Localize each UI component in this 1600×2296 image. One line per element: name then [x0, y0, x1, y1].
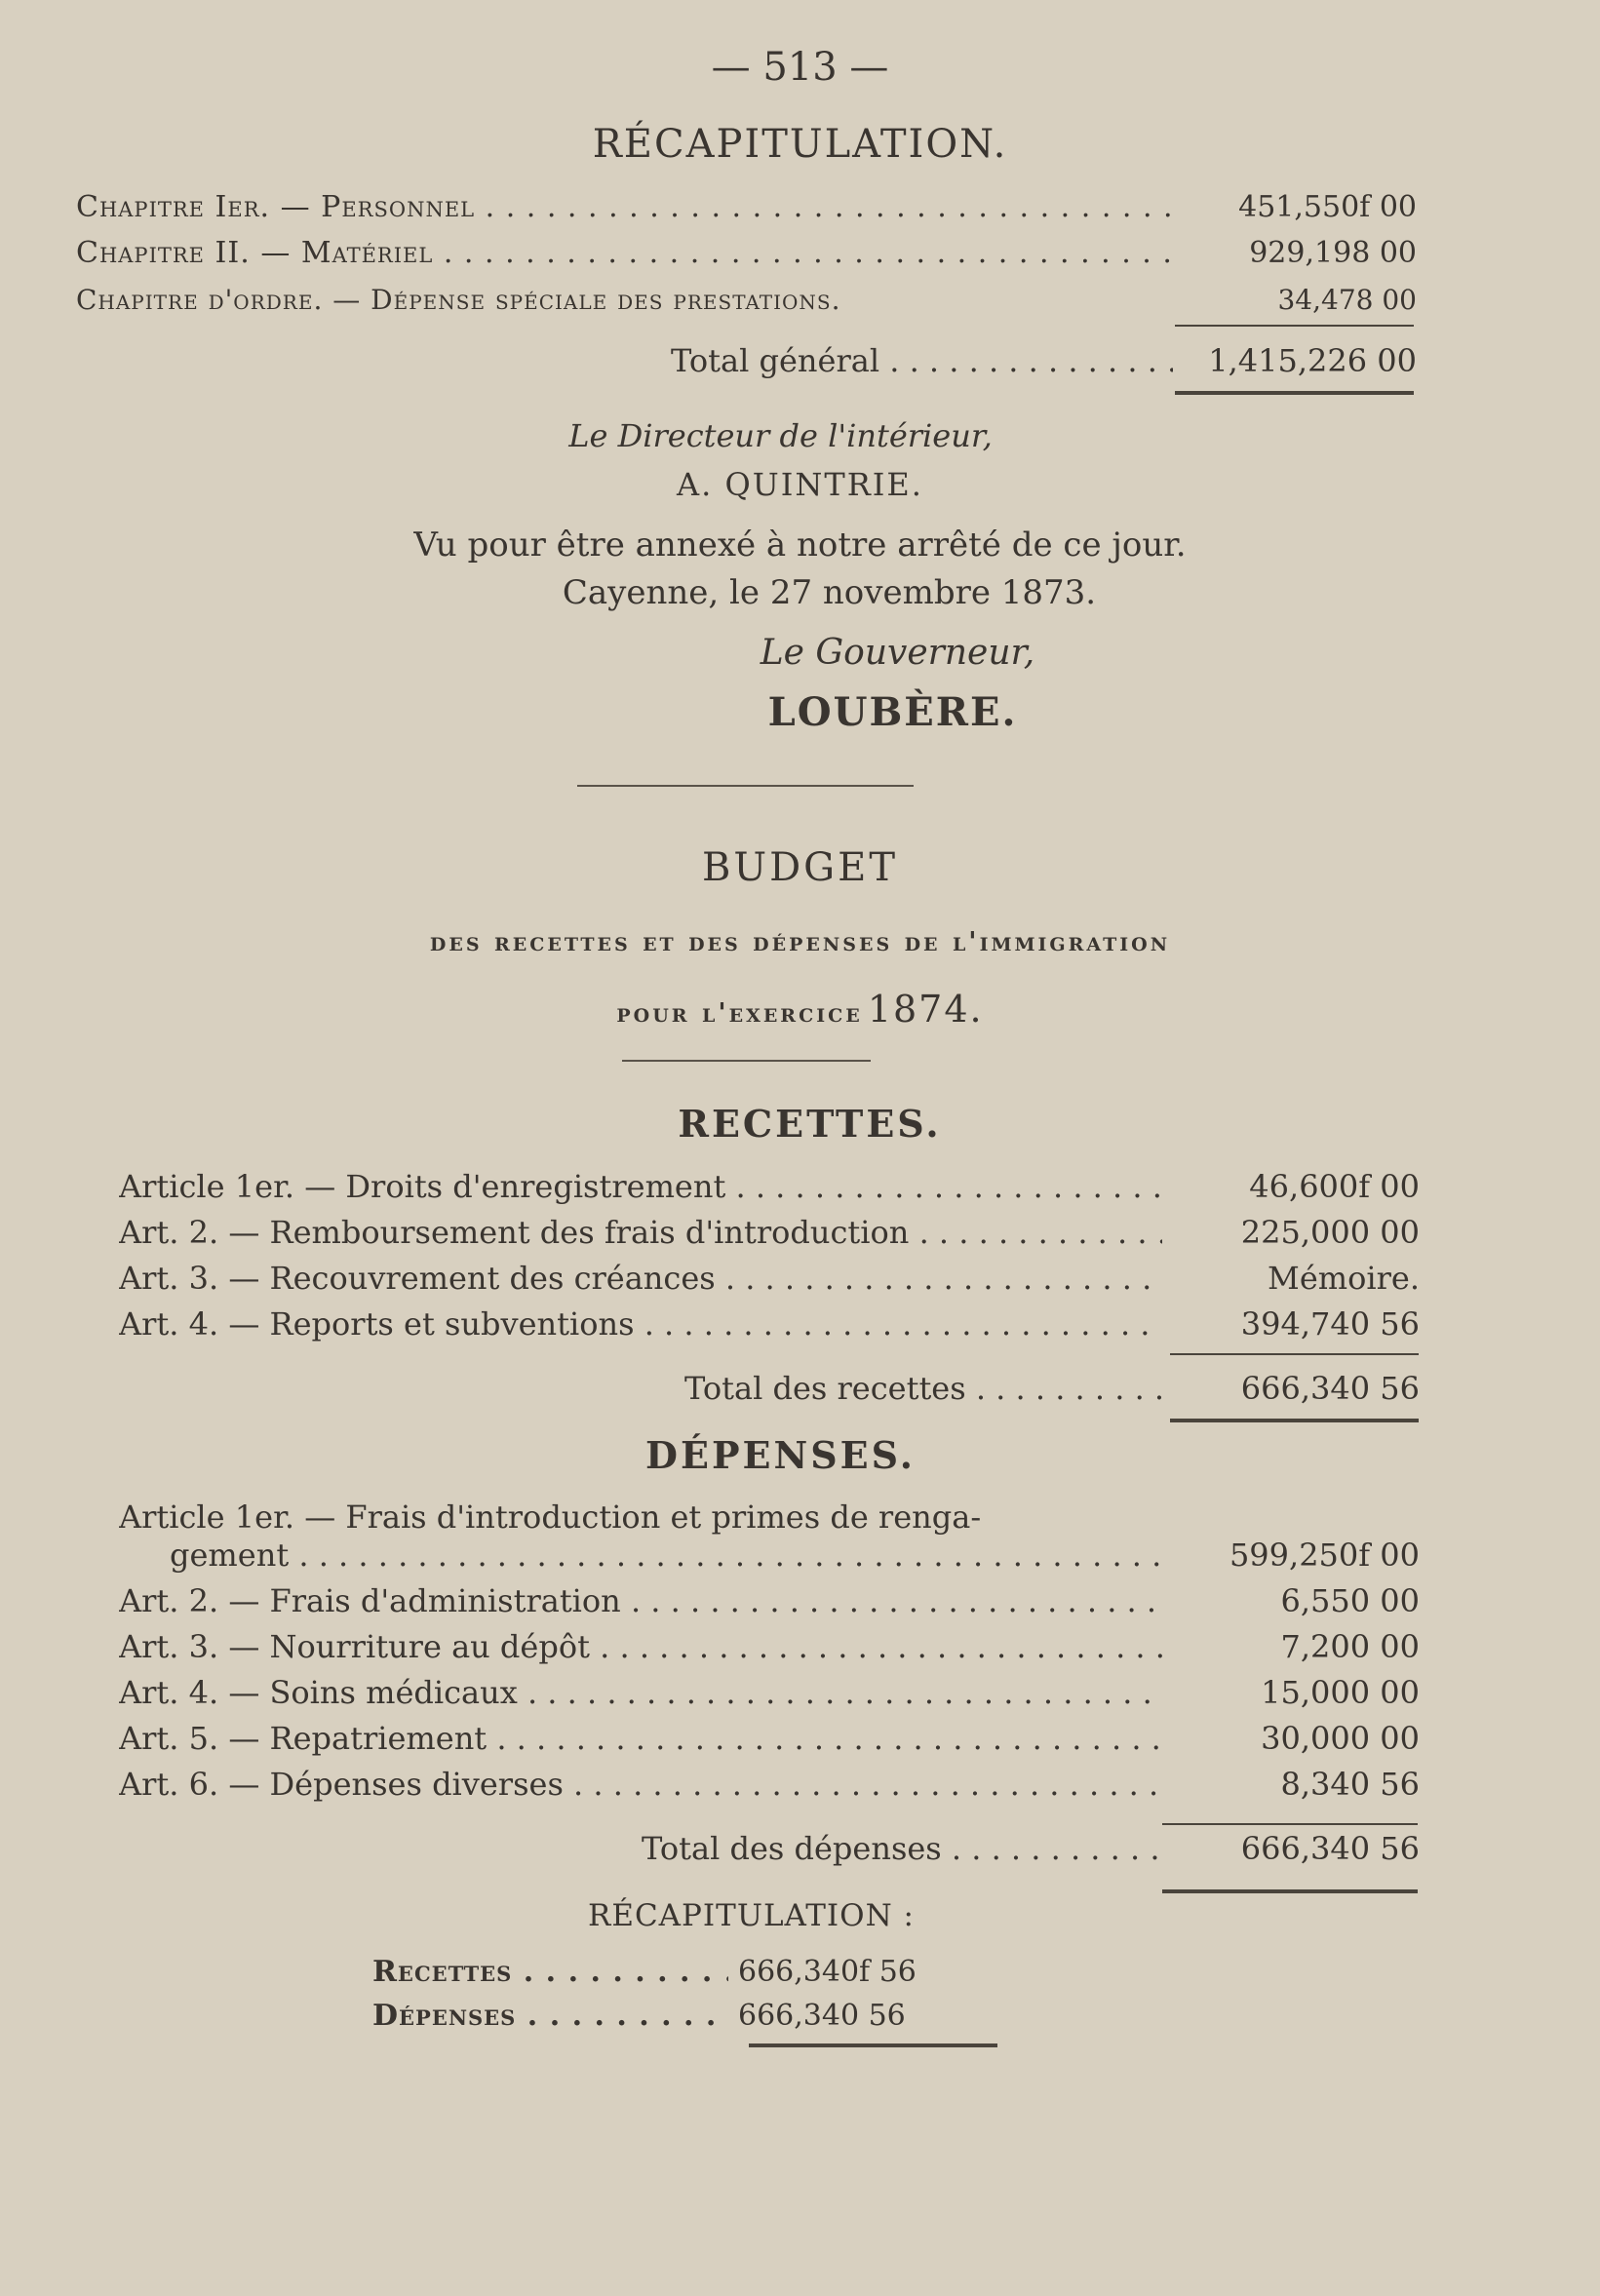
recettes-sum-rule: [1170, 1353, 1419, 1355]
depenses-row-label: Art. 2. — Frais d'administration . . .: [119, 1578, 1162, 1623]
depenses-title: DÉPENSES.: [645, 1433, 916, 1477]
depenses-sum-rule: [1162, 1823, 1418, 1825]
recettes-row-amount: Mémoire.: [1268, 1260, 1420, 1297]
recettes-row-label: Article 1er. — Droits d'enregistrement . . .: [119, 1164, 1162, 1209]
recap2-row: [372, 1950, 996, 1995]
depenses-row-amount: 15,000 00: [1261, 1674, 1420, 1711]
section-divider: [577, 785, 914, 787]
depenses-row: [119, 1670, 1420, 1715]
budget-year: 1874.: [867, 988, 984, 1031]
depenses-row-label: Art. 4. — Soins médicaux . . .: [119, 1670, 1162, 1715]
recettes-row: [119, 1302, 1420, 1346]
depenses-row: [119, 1578, 1420, 1623]
recap1-row-amount: 451,550f 00: [1238, 190, 1417, 224]
recettes-row-amount: 394,740 56: [1240, 1305, 1420, 1343]
depenses-row-amount: 8,340 56: [1280, 1766, 1420, 1803]
recap1-title: RÉCAPITULATION.: [592, 122, 1008, 167]
recap2-row-amount: 666,340f 56: [738, 1955, 917, 1989]
recettes-row: [119, 1164, 1420, 1209]
governor-title: Le Gouverneur,: [760, 633, 1035, 673]
depenses-row-label: Art. 6. — Dépenses diverses . . .: [119, 1762, 1162, 1807]
depenses-total-amount: 666,340 56: [1240, 1830, 1420, 1867]
recap1-total-label: Total général . . .: [671, 338, 1173, 383]
recap1-total-amount: 1,415,226 00: [1208, 342, 1417, 379]
recap2-row-label: Recettes . . .: [372, 1950, 728, 1995]
recettes-row: [119, 1256, 1420, 1301]
recap1-total-row: [671, 338, 1417, 383]
depenses-row-amount: 599,250f 00: [1229, 1537, 1420, 1574]
depenses-row-label: gement . . .: [119, 1533, 1162, 1577]
recap2-row-amount: 666,340 56: [738, 1999, 906, 2033]
depenses-total-label: Total des dépenses . . .: [642, 1826, 1163, 1871]
page-number: — 513 —: [711, 45, 889, 90]
depenses-total-row: [642, 1826, 1420, 1871]
depenses-row-amount: 6,550 00: [1280, 1582, 1420, 1619]
recap2-total-rule: [749, 2043, 997, 2047]
depenses-row-amount: 30,000 00: [1261, 1720, 1420, 1757]
recap1-row-label: Chapitre d'ordre. — Dépense spéciale des prestations.: [76, 284, 841, 316]
recap2-row: [372, 1994, 996, 2039]
recap1-sum-rule: [1175, 325, 1414, 327]
recap1-row-label: Chapitre II. — Matériel . . .: [76, 231, 1178, 276]
recettes-row-amount: 225,000 00: [1240, 1214, 1420, 1251]
depenses-row-amount: 7,200 00: [1280, 1628, 1420, 1665]
recettes-total-rule: [1170, 1419, 1419, 1422]
annex-note: Vu pour être annexé à notre arrêté de ce jour.: [413, 525, 1187, 564]
recap1-row-amount: 34,478 00: [1277, 284, 1417, 316]
depenses-row: [119, 1624, 1420, 1669]
recap2-title: RÉCAPITULATION :: [587, 1898, 916, 1933]
recettes-row-amount: 46,600f 00: [1249, 1168, 1420, 1205]
depenses-row-label: Art. 3. — Nourriture au dépôt . . .: [119, 1624, 1162, 1669]
director-title: Le Directeur de l'intérieur,: [568, 417, 993, 454]
recap2-row-label: Dépenses . . .: [372, 1994, 728, 2039]
recap1-row-label: Chapitre Ier. — Personnel . . .: [76, 185, 1178, 230]
budget-subtitle: des recettes et des dépenses de l'immigration: [429, 927, 1171, 957]
recettes-row-label: Art. 2. — Remboursement des frais d'introduction . . .: [119, 1210, 1162, 1255]
recettes-total-label: Total des recettes . . .: [684, 1366, 1167, 1411]
depenses-row: [119, 1716, 1420, 1761]
recettes-row-label: Art. 3. — Recouvrement des créances . . .: [119, 1256, 1162, 1301]
depenses-row: [119, 1533, 1420, 1577]
depenses-row: [119, 1762, 1420, 1807]
place-date: Cayenne, le 27 novembre 1873.: [562, 573, 1097, 612]
budget-subtitle-2: [0, 985, 1600, 1041]
recap1-row: [76, 231, 1417, 276]
director-name: A. QUINTRIE.: [677, 466, 923, 503]
recap1-total-rule: [1175, 391, 1414, 395]
recap1-row: [76, 278, 1417, 323]
budget-subtitle-prefix: pour l'exercice: [616, 998, 863, 1029]
recap1-row-amount: 929,198 00: [1249, 236, 1417, 270]
depenses-first-line-text: Article 1er. — Frais d'introduction et primes de renga-: [119, 1498, 982, 1536]
recettes-total-row: [684, 1366, 1420, 1411]
depenses-row-label: Art. 5. — Repatriement . . .: [119, 1716, 1162, 1761]
recettes-total-amount: 666,340 56: [1240, 1370, 1420, 1407]
recettes-row: [119, 1210, 1420, 1255]
budget-title: BUDGET: [701, 845, 898, 890]
governor-name: LOUBÈRE.: [767, 689, 1018, 735]
recettes-row-label: Art. 4. — Reports et subventions . . .: [119, 1302, 1162, 1346]
recap1-row: [76, 185, 1417, 230]
budget-divider: [622, 1060, 871, 1062]
recettes-title: RECETTES.: [678, 1102, 942, 1146]
